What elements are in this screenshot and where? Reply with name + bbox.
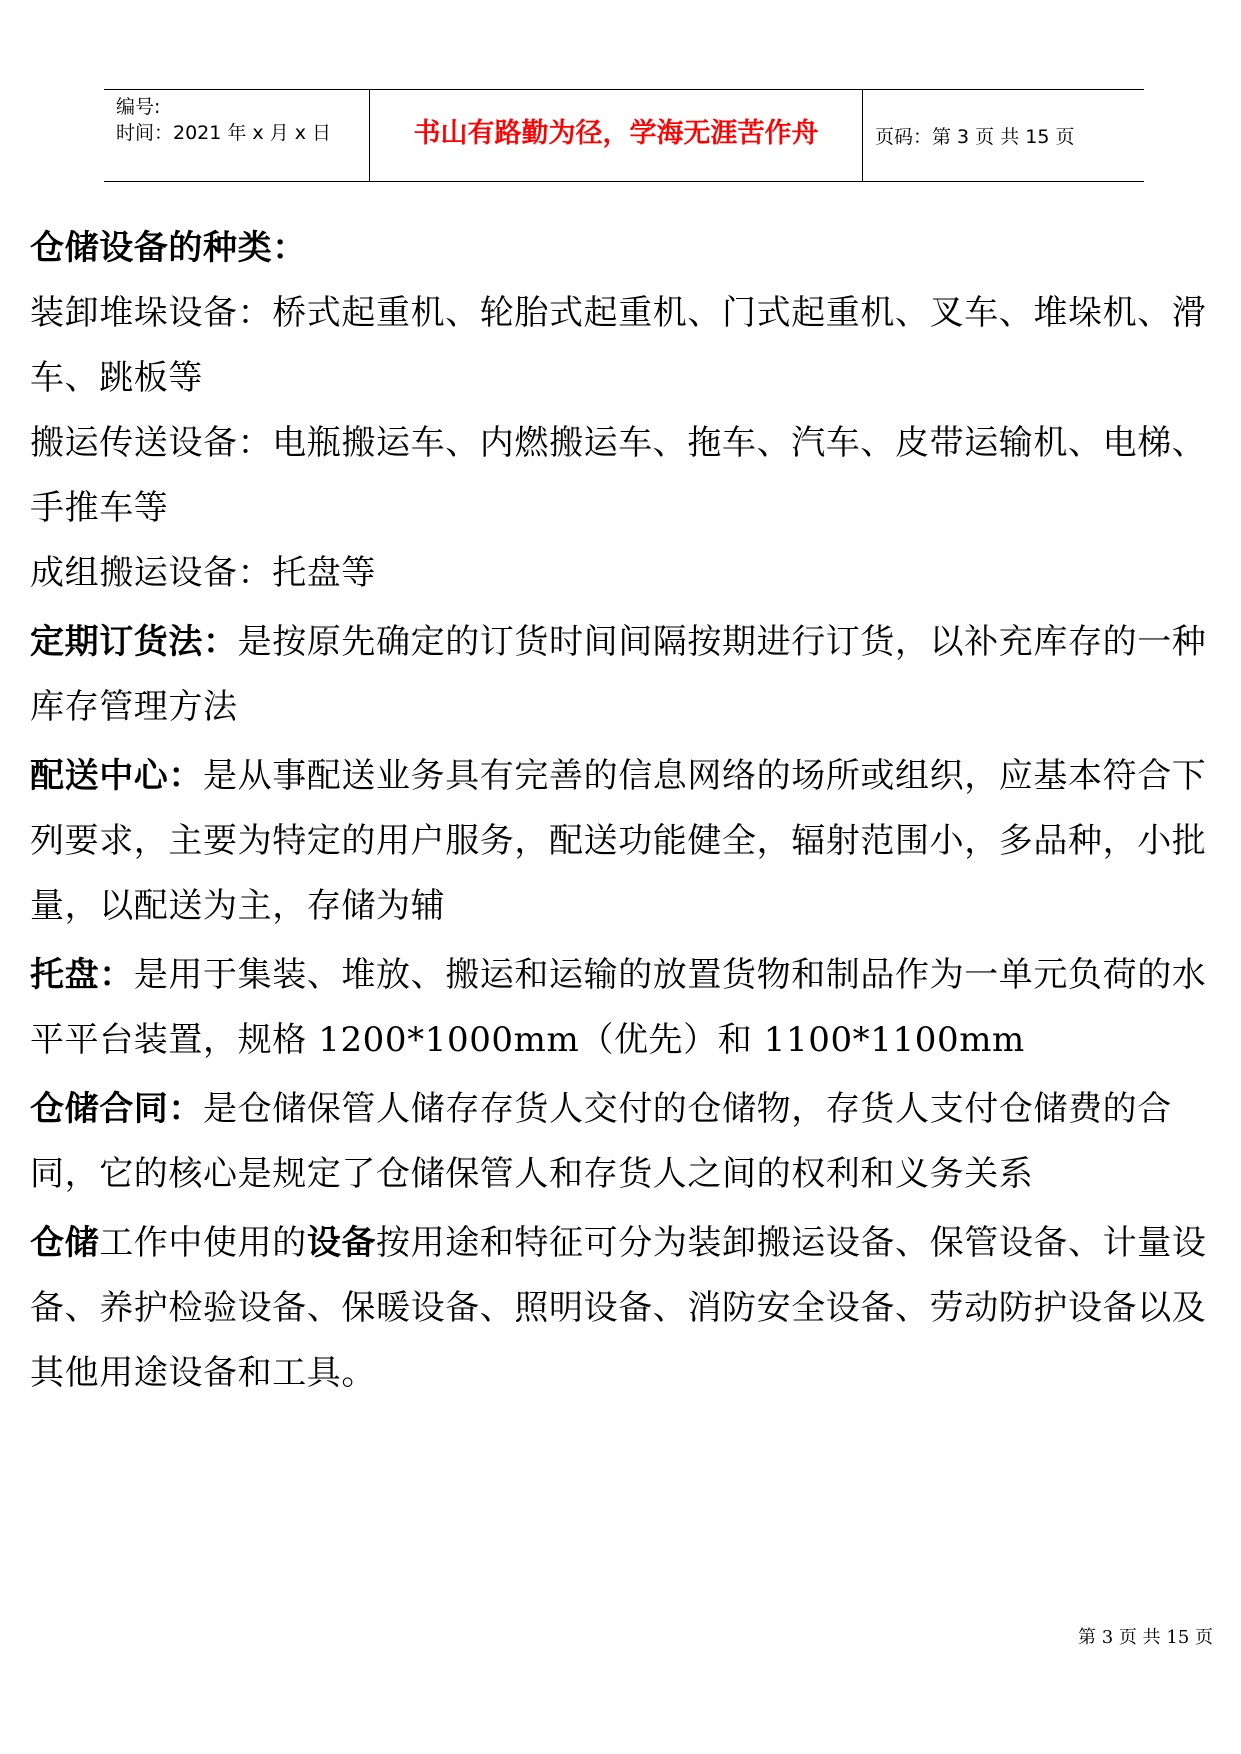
paragraph-text: 按用途和特征可分为装卸搬运设备、保管设备、计量设备、养护检验设备、保暖设备、照明设备、消防安全设备、劳动防护设备以及其他用途设备和工具。: [30, 1223, 1207, 1393]
header-middle-cell: [369, 90, 863, 181]
equipment-type-label: 成组搬运设备：: [30, 553, 273, 593]
definition-term: 托盘：: [30, 955, 134, 995]
definition-text: 是仓储保管人储存存货人交付的仓储物，存货人支付仓储费的合同，它的核心是规定了仓储保管人和存货人之间的权利和义务关系: [30, 1089, 1172, 1194]
header-motto: 书山有路勤为径，学海无涯苦作舟: [413, 118, 819, 149]
definition-text: 是按原先确定的订货时间间隔按期进行订货，以补充库存的一种库存管理方法: [30, 622, 1207, 727]
definition-term: 配送中心：: [30, 756, 203, 796]
definition-distribution-center: [30, 744, 1210, 939]
paragraph-text: 工作中使用的: [99, 1223, 307, 1263]
header-number-label: 编号:: [116, 96, 161, 118]
header-right-cell: [863, 90, 1144, 181]
equipment-type-loading: [30, 281, 1210, 411]
equipment-type-label: 装卸堆垛设备：: [30, 293, 273, 333]
equipment-type-text: 托盘等: [272, 553, 377, 593]
equipment-type-text: 桥式起重机、轮胎式起重机、门式起重机、叉车、堆垛机、滑车、跳板等: [30, 293, 1207, 398]
document-body: [30, 216, 1210, 1406]
header-left-cell: [104, 90, 369, 181]
definition-pallet: [30, 943, 1210, 1073]
header-time-label: 时间：2021 年 x 月 x 日: [116, 122, 332, 144]
definition-periodic-ordering: [30, 610, 1210, 740]
section-title: 仓储设备的种类：: [30, 228, 307, 268]
definition-storage-contract: [30, 1077, 1210, 1207]
definition-text: 是用于集装、堆放、搬运和运输的放置货物和制品作为一单元负荷的水平平台装置，规格 1200*1000mm（优先）和 1100*1100mm: [30, 955, 1207, 1060]
definition-term: 仓储合同：: [30, 1089, 203, 1129]
page-footer: 第 3 页 共 15 页: [1078, 1627, 1213, 1648]
equipment-type-text: 电瓶搬运车、内燃搬运车、拖车、汽车、皮带运输机、电梯、手推车等: [30, 423, 1207, 528]
header-page-label: 页码：第 3 页 共 15 页: [875, 126, 1075, 148]
document-header: [104, 89, 1144, 182]
bold-keyword: 设备: [306, 1223, 377, 1263]
equipment-type-unit-handling: [30, 541, 1210, 606]
bold-keyword: 仓储: [30, 1223, 100, 1263]
definition-term: 定期订货法：: [30, 622, 238, 662]
definition-text: 是从事配送业务具有完善的信息网络的场所或组织，应基本符合下列要求，主要为特定的用户服务，配送功能健全，辐射范围小，多品种，小批量，以配送为主，存储为辅: [30, 756, 1207, 926]
equipment-type-label: 搬运传送设备：: [30, 423, 273, 463]
equipment-type-conveying: [30, 411, 1210, 541]
final-paragraph: [30, 1211, 1210, 1406]
